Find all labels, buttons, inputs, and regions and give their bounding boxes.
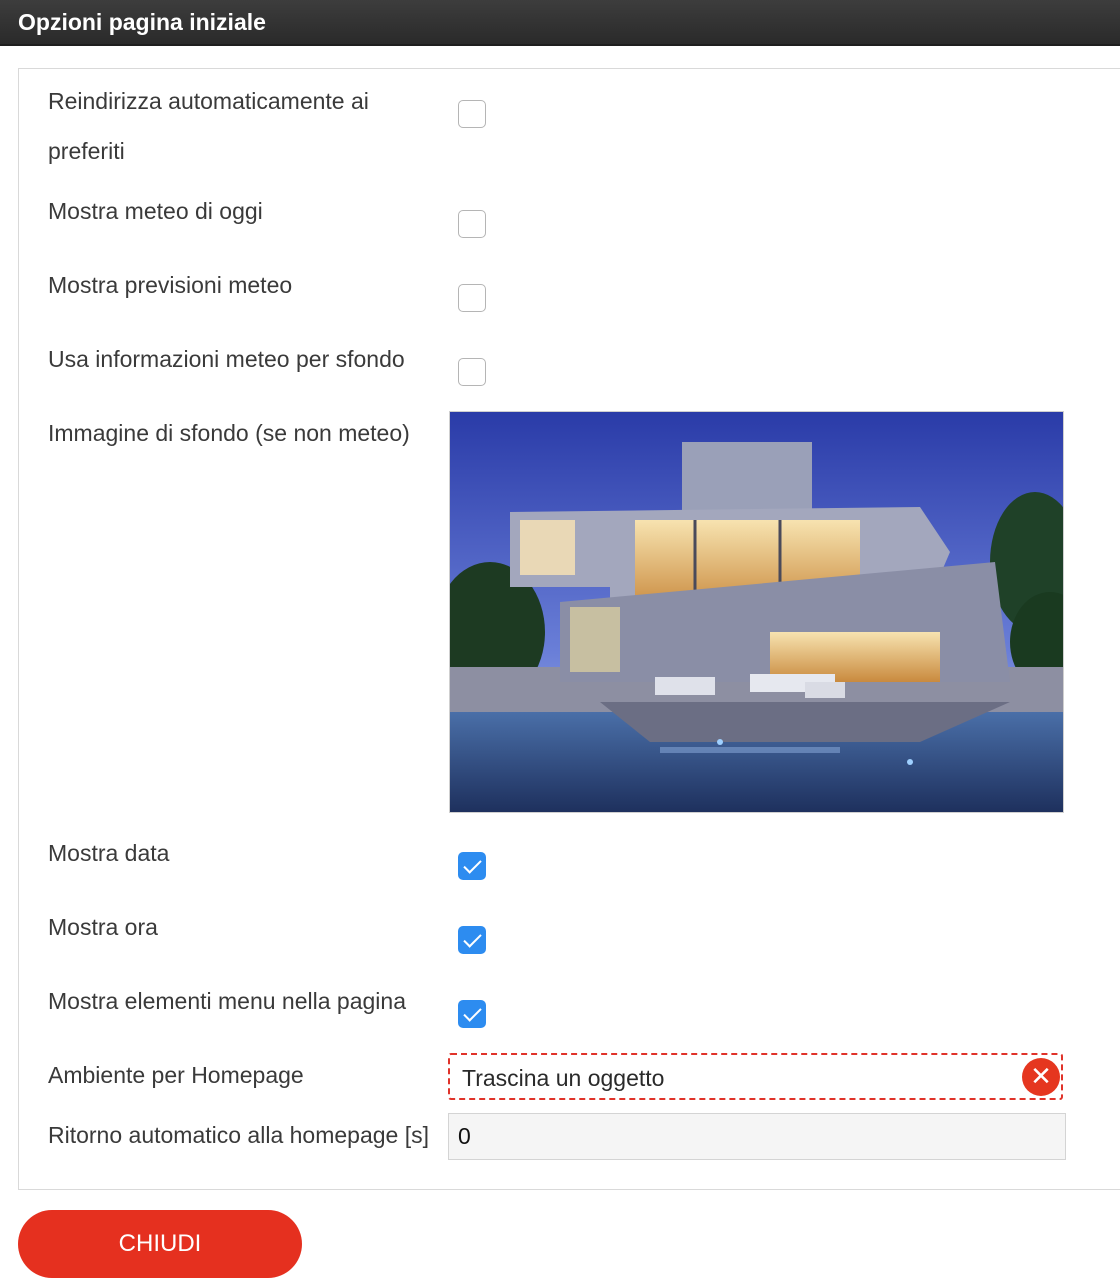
- background-image-preview[interactable]: [449, 411, 1064, 813]
- auto-return-label: Ritorno automatico alla homepage [s]: [48, 1122, 429, 1148]
- redirect-label: Reindirizza automaticamente ai preferiti: [48, 88, 369, 164]
- dialog-title: Opzioni pagina iniziale: [18, 9, 266, 35]
- show-time-checkbox[interactable]: [458, 926, 486, 954]
- home-env-label: Ambiente per Homepage: [48, 1062, 304, 1088]
- auto-return-input[interactable]: [448, 1113, 1066, 1160]
- dialog-header: [0, 0, 1120, 46]
- home-env-drop-zone[interactable]: [448, 1053, 1063, 1100]
- close-button[interactable]: CHIUDI: [18, 1210, 302, 1278]
- weather-bg-checkbox[interactable]: [458, 358, 486, 386]
- redirect-checkbox[interactable]: [458, 100, 486, 128]
- show-menu-label: Mostra elementi menu nella pagina: [48, 988, 406, 1014]
- weather-bg-label: Usa informazioni meteo per sfondo: [48, 346, 405, 372]
- show-date-checkbox[interactable]: [458, 852, 486, 880]
- drop-zone-placeholder: Trascina un oggetto: [462, 1065, 665, 1091]
- show-time-label: Mostra ora: [48, 914, 158, 940]
- house-photo: [450, 412, 1064, 813]
- close-icon[interactable]: ✕: [1022, 1058, 1060, 1096]
- forecast-label: Mostra previsioni meteo: [48, 272, 293, 298]
- forecast-checkbox[interactable]: [458, 284, 486, 312]
- show-menu-checkbox[interactable]: [458, 1000, 486, 1028]
- weather-today-label: Mostra meteo di oggi: [48, 198, 263, 224]
- weather-today-checkbox[interactable]: [458, 210, 486, 238]
- bg-image-label: Immagine di sfondo (se non meteo): [48, 420, 410, 446]
- show-date-label: Mostra data: [48, 840, 170, 866]
